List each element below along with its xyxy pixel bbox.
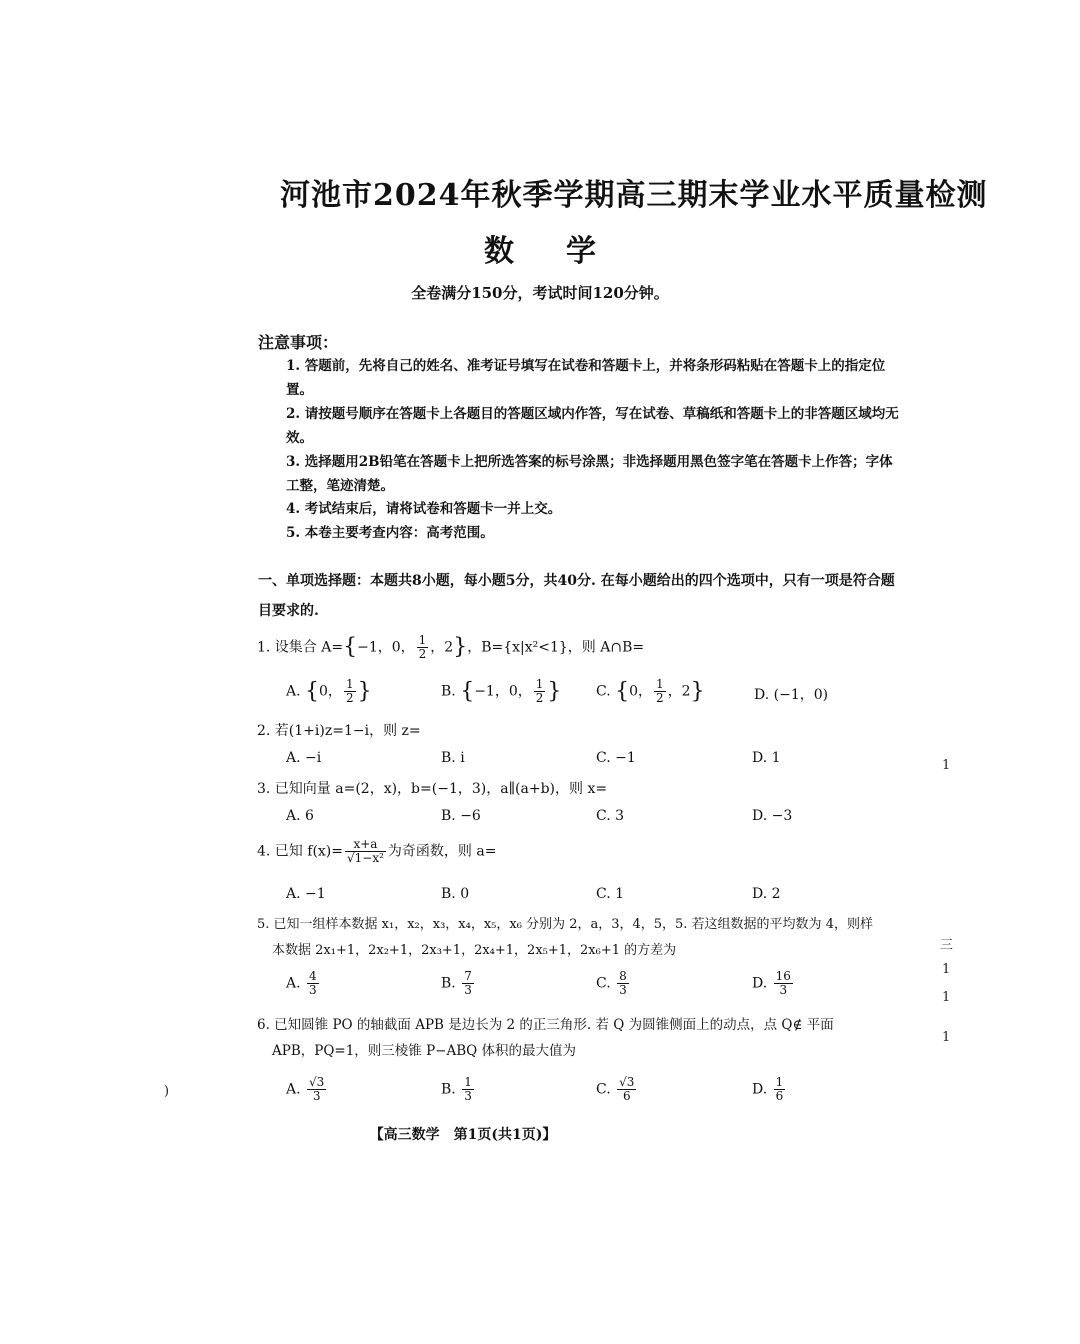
option-fraction — [344, 678, 356, 705]
q1-option-d: D. (−1，0) — [754, 687, 829, 703]
option-label: B. — [441, 975, 456, 992]
margin-mark: 1 — [942, 1030, 951, 1045]
denominator: 3 — [309, 983, 317, 997]
q3-option-a: A. 6 — [286, 808, 314, 824]
numerator: √3 — [309, 1075, 325, 1089]
q6-option-c — [596, 1076, 638, 1103]
q6-option-d — [752, 1076, 787, 1103]
q4-option-c: C. 1 — [596, 886, 625, 902]
numerator: 1 — [418, 633, 427, 647]
margin-mark: 1 — [942, 758, 951, 773]
numerator: 1 — [775, 1075, 784, 1089]
option-fraction — [307, 970, 319, 997]
question-3-stem: 3. 已知向量 a=(2，x)，b=(−1，3)，a∥(a+b)，则 x= — [257, 781, 608, 797]
question-4-stem — [257, 838, 907, 865]
question-1-stem — [257, 634, 907, 661]
option-text: 0， — [319, 683, 342, 700]
option-fraction — [774, 1076, 786, 1103]
q1-set-post: ，2 — [430, 639, 454, 656]
option-label: A. — [286, 1081, 301, 1098]
option-fraction — [462, 970, 474, 997]
margin-mark: 三 — [940, 938, 954, 953]
option-fraction — [654, 678, 666, 705]
q2-option-d: D. 1 — [752, 750, 781, 766]
q3-option-c: C. 3 — [596, 808, 625, 824]
page-footer: 【高三数学 第1页(共1页)】 — [369, 1127, 557, 1143]
option-fraction — [774, 970, 793, 997]
left-brace: { — [343, 634, 358, 660]
numerator: √3 — [619, 1075, 635, 1089]
q5-option-b — [441, 970, 476, 997]
left-brace: { — [615, 679, 630, 704]
notice-item-1: 1. 答题前，先将自己的姓名、准考证号填写在试卷和答题卡上，并将条形码粘贴在答题卡上的指定位置。 — [286, 358, 886, 398]
subject-title — [0, 226, 1080, 270]
denominator: 6 — [775, 1089, 784, 1103]
q1-fraction — [417, 634, 429, 661]
option-text: ，2 — [667, 683, 691, 700]
option-label: D. — [752, 975, 768, 992]
option-label: B. — [441, 683, 456, 700]
numerator: 16 — [775, 969, 791, 983]
denominator: 2 — [535, 691, 544, 705]
subject-char-1: 数 — [484, 234, 514, 269]
right-brace: } — [690, 679, 705, 704]
numerator: 7 — [464, 969, 472, 983]
left-brace: { — [305, 679, 320, 704]
question-5-stem-line2: 本数据 2x₁+1，2x₂+1，2x₃+1，2x₄+1，2x₅+1，2x₆+1 的方差为 — [272, 943, 677, 958]
q2-option-c: C. −1 — [596, 750, 636, 766]
option-fraction — [462, 1076, 474, 1103]
margin-mark: 1 — [942, 962, 951, 977]
q1-option-b — [441, 678, 561, 705]
q1-stem-a: 1. 设集合 A= — [257, 639, 344, 656]
q3-option-d: D. −3 — [752, 808, 793, 824]
subject-char-2: 学 — [566, 234, 596, 269]
option-text: −1，0， — [474, 683, 532, 700]
numerator: 8 — [619, 969, 627, 983]
question-2-stem: 2. 若(1+i)z=1−i，则 z= — [257, 723, 421, 739]
margin-mark: 1 — [942, 990, 951, 1005]
numerator: x+a — [345, 838, 386, 852]
option-label: A. — [286, 683, 301, 700]
q4-stem-b: 为奇函数，则 a= — [387, 843, 497, 860]
right-brace: } — [453, 634, 468, 660]
question-6-stem-line2: APB，PQ=1，则三棱锥 P−ABQ 体积的最大值为 — [272, 1043, 577, 1059]
option-fraction — [617, 970, 629, 997]
q3-option-b: B. −6 — [441, 808, 481, 824]
left-brace: { — [460, 679, 475, 704]
option-label: A. — [286, 975, 301, 992]
option-text: 0， — [629, 683, 653, 700]
option-fraction — [307, 1076, 326, 1103]
q2-option-b: B. i — [441, 750, 465, 766]
q4-option-a: A. −1 — [286, 886, 326, 902]
option-label: C. — [596, 683, 611, 700]
q4-option-b: B. 0 — [441, 886, 470, 902]
question-6-stem-line1: 6. 已知圆锥 PO 的轴截面 APB 是边长为 2 的正三角形. 若 Q 为圆锥侧面上的动点，点 Q∉ 平面 — [257, 1017, 834, 1033]
q5-option-a — [286, 970, 321, 997]
denominator: 3 — [312, 1089, 321, 1103]
notice-item-3: 3. 选择题用2B铅笔在答题卡上把所选答案的标号涂黑；非选择题用黑色签字笔在答题卡上作答；字体工整，笔迹清楚。 — [286, 454, 893, 494]
notice-item-5: 5. 本卷主要考查内容：高考范围。 — [286, 525, 494, 541]
denominator: 6 — [622, 1089, 631, 1103]
right-brace: } — [547, 679, 562, 704]
numerator: 4 — [309, 969, 317, 983]
numerator: 1 — [464, 1075, 472, 1089]
exam-meta: 全卷满分150分，考试时间120分钟。 — [411, 284, 669, 302]
q1-stem-b: ，B={x|x²<1}，则 A∩B= — [467, 639, 645, 656]
q4-fraction — [345, 838, 386, 865]
denominator: √1−x² — [347, 851, 384, 865]
q5-option-d — [752, 970, 795, 997]
denominator: 3 — [464, 983, 472, 997]
right-brace: } — [357, 679, 372, 704]
denominator: 3 — [464, 1089, 472, 1103]
q1-option-c — [596, 678, 705, 705]
section-heading: 一、单项选择题：本题共8小题，每小题5分，共40分. 在每小题给出的四个选项中，只有一项是符合题目要求的. — [258, 573, 895, 619]
option-fraction — [617, 1076, 636, 1103]
notice-heading: 注意事项： — [258, 333, 339, 352]
option-label: C. — [596, 1081, 611, 1098]
numerator: 1 — [345, 677, 354, 691]
numerator: 1 — [656, 677, 664, 691]
denominator: 3 — [779, 983, 788, 997]
q2-option-a: A. −i — [286, 750, 322, 766]
question-5-stem-line1: 5. 已知一组样本数据 x₁，x₂，x₃，x₄，x₅，x₆ 分别为 2，a，3，4，5，5. 若这组数据的平均数为 4，则样 — [257, 917, 873, 932]
denominator: 3 — [619, 983, 627, 997]
q5-option-c — [596, 970, 631, 997]
exam-title: 河池市2024年秋季学期高三期末学业水平质量检测 — [280, 178, 988, 213]
q1-option-a — [286, 678, 372, 705]
option-label: B. — [441, 1081, 456, 1098]
q6-option-b — [441, 1076, 476, 1103]
option-label: C. — [596, 975, 611, 992]
q1-set-pre: −1，0， — [357, 639, 415, 656]
q6-option-a — [286, 1076, 328, 1103]
denominator: 2 — [345, 691, 354, 705]
option-label: D. — [752, 1081, 768, 1098]
option-fraction — [534, 678, 546, 705]
q4-stem-a: 4. 已知 f(x)= — [257, 843, 343, 860]
margin-mark: ) — [164, 1084, 170, 1099]
denominator: 2 — [418, 647, 427, 661]
notice-item-4: 4. 考试结束后，请将试卷和答题卡一并上交。 — [286, 501, 562, 517]
q4-option-d: D. 2 — [752, 886, 781, 902]
notice-item-2: 2. 请按题号顺序在答题卡上各题目的答题区域内作答，写在试卷、草稿纸和答题卡上的非答题区域均无效。 — [286, 406, 899, 446]
denominator: 2 — [656, 691, 664, 705]
numerator: 1 — [535, 677, 544, 691]
